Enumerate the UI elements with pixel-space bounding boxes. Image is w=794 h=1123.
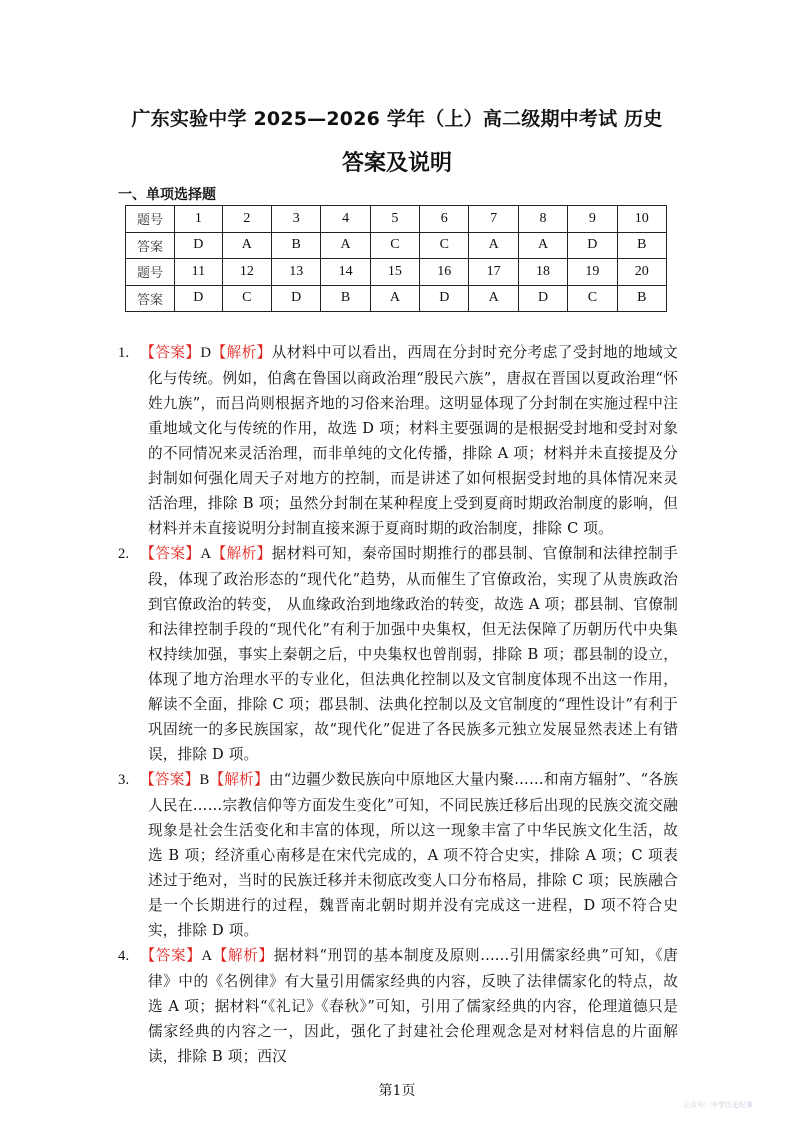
answer-row — [126, 232, 667, 259]
table-cell: D — [175, 232, 223, 259]
item-number: 4. — [118, 948, 130, 964]
table-cell: 1 — [175, 206, 223, 233]
analysis-text: 据材料“刑罚的基本制度及原则......引用儒家经典”可知，《唐律》中的《名例律》有大量引用儒家经典的内容，反映了法律儒家化的特点，故选 A 项；据材料“《礼记》《春秋》”可知，引用了儒家经典的内容，伦理道德只是儒家经典的内容之一，因此，强化了封建社会伦理观念是对材料信息的片面解读，排除 B 项；西汉 — [148, 947, 678, 1065]
document-subtitle: 答案及说明 — [341, 151, 452, 176]
section-heading: 一、单项选择题 — [118, 187, 216, 203]
table-cell: C — [420, 232, 469, 259]
table-cell: C — [370, 232, 419, 259]
table-cell: 8 — [518, 206, 567, 233]
table-cell: D — [272, 285, 321, 312]
table-cell: 11 — [175, 259, 223, 286]
table-cell: 18 — [518, 259, 567, 286]
answer-row — [126, 285, 667, 312]
table-cell: D — [175, 285, 223, 312]
answer-table — [125, 205, 667, 312]
table-cell: D — [420, 285, 469, 312]
table-cell: A — [469, 285, 518, 312]
table-cell: B — [272, 232, 321, 259]
answer-label: 【答案】 — [140, 344, 201, 361]
analysis-label: 【解析】 — [212, 947, 274, 964]
table-cell: 4 — [321, 206, 370, 233]
analysis-label: 【解析】 — [211, 344, 272, 361]
table-cell: B — [617, 232, 666, 259]
table-cell: 7 — [469, 206, 518, 233]
table-cell: B — [617, 285, 666, 312]
table-cell: A — [469, 232, 518, 259]
document-title: 广东实验中学 2025—2026 学年（上）高二级期中考试 历史 — [131, 108, 663, 130]
table-cell: B — [321, 285, 370, 312]
answer-label: 【答案】 — [140, 947, 202, 964]
explanation-item — [118, 943, 678, 1069]
answer-label: 【答案】 — [140, 545, 201, 562]
table-cell: C — [568, 285, 617, 312]
analysis-text: 由“边疆少数民族向中原地区大量内聚……和南方辐射”、“各族人民在……宗教信仰等方面发生变化”可知，不同民族迁移后出现的民族交流交融现象是社会生活变化和丰富的体现，所以这一现象丰富了中华民族文化生活，故选 B 项；经济重心南移是在宋代完成的，A 项不符合史实，排除 A 项；C 项表述过于绝对，当时的民族迁移并未彻底改变人口分布格局，排除 C 项；民族融合是一个长期进行的过程，魏晋南北朝时期并没有完成这一进程，D 项不符合史实，排除 D 项。 — [148, 771, 679, 939]
row-header-cell: 答案 — [126, 285, 175, 312]
table-cell: 3 — [272, 206, 321, 233]
explanation-item — [118, 541, 678, 767]
table-cell: 15 — [370, 259, 419, 286]
table-cell: 2 — [222, 206, 271, 233]
answer-letter: B — [199, 772, 210, 788]
answer-label: 【答案】 — [140, 771, 200, 788]
item-number: 2. — [118, 546, 130, 562]
question-number-row — [126, 259, 667, 286]
table-cell: 17 — [469, 259, 518, 286]
table-cell: A — [518, 232, 567, 259]
table-cell: A — [222, 232, 271, 259]
analysis-text: 从材料中可以看出，西周在分封时充分考虑了受封地的地域文化与传统。例如，伯禽在鲁国以商政治理“殷民六族”，唐叔在晋国以夏政治理“怀姓九族”，而吕尚则根据齐地的习俗来治理。这明显体现了分封制在实施过程中注重地域文化与传统的作用，故选 D 项；材料主要强调的是根据受封地和受封对象的不同情况来灵活治理，而非单纯的文化传播，排除 A 项；材料并未直接提及分封制如何强化周天子对地方的控制，而是讲述了如何根据受封地的具体情况来灵活治理，排除 B 项；虽然分封制在某种程度上受到夏商时期政治制度的影响，但材料并未直接说明分封制直接来源于夏商时期的政治制度，排除 C 项。 — [148, 344, 678, 537]
table-cell: 10 — [617, 206, 666, 233]
row-header-cell: 题号 — [126, 259, 175, 286]
watermark: 公众号：中学历史纪事 — [683, 1101, 753, 1109]
explanation-item — [118, 340, 678, 541]
analysis-label: 【解析】 — [209, 771, 269, 788]
table-cell: 6 — [420, 206, 469, 233]
row-header-cell: 答案 — [126, 232, 175, 259]
table-cell: 14 — [321, 259, 370, 286]
explanation-list — [118, 340, 678, 1069]
table-cell: D — [518, 285, 567, 312]
table-cell: C — [222, 285, 271, 312]
table-cell: 13 — [272, 259, 321, 286]
page-number: 第1页 — [378, 1083, 416, 1099]
table-cell: A — [321, 232, 370, 259]
table-cell: 9 — [568, 206, 617, 233]
table-cell: 12 — [222, 259, 271, 286]
table-cell: 20 — [617, 259, 666, 286]
item-number: 3. — [118, 772, 130, 788]
row-header-cell: 题号 — [126, 206, 175, 233]
answer-letter: A — [200, 546, 212, 562]
answer-letter: D — [200, 345, 212, 361]
analysis-label: 【解析】 — [211, 545, 272, 562]
table-cell: 16 — [420, 259, 469, 286]
table-cell: A — [370, 285, 419, 312]
table-cell: D — [568, 232, 617, 259]
table-cell: 19 — [568, 259, 617, 286]
explanation-item — [118, 767, 678, 943]
table-cell: 5 — [370, 206, 419, 233]
analysis-text: 据材料可知，秦帝国时期推行的郡县制、官僚制和法律控制手段，体现了政治形态的“现代化”趋势，从而催生了官僚政治，实现了从贵族政治到官僚政治的转变， 从血缘政治到地缘政治的转变，故选 A 项；郡县制、官僚制和法律控制手段的“现代化”有利于加强中央集权，但无法保障了历朝历代中央集权持续加强，事实上秦朝之后，中央集权也曾削弱，排除 B 项；郡县制的设立，体现了地方治理水平的专业化，但法典化控制以及文官制度体现不出这一作用，解读不全面，排除 C 项；郡县制、法典化控制以及文官制度的“理性设计”有利于巩固统一的多民族国家，故“现代化”促进了各民族多元独立发展显然表述上有错误，排除 D 项。 — [148, 545, 678, 763]
question-number-row — [126, 206, 667, 233]
answer-letter: A — [201, 948, 213, 964]
item-number: 1. — [118, 345, 130, 361]
